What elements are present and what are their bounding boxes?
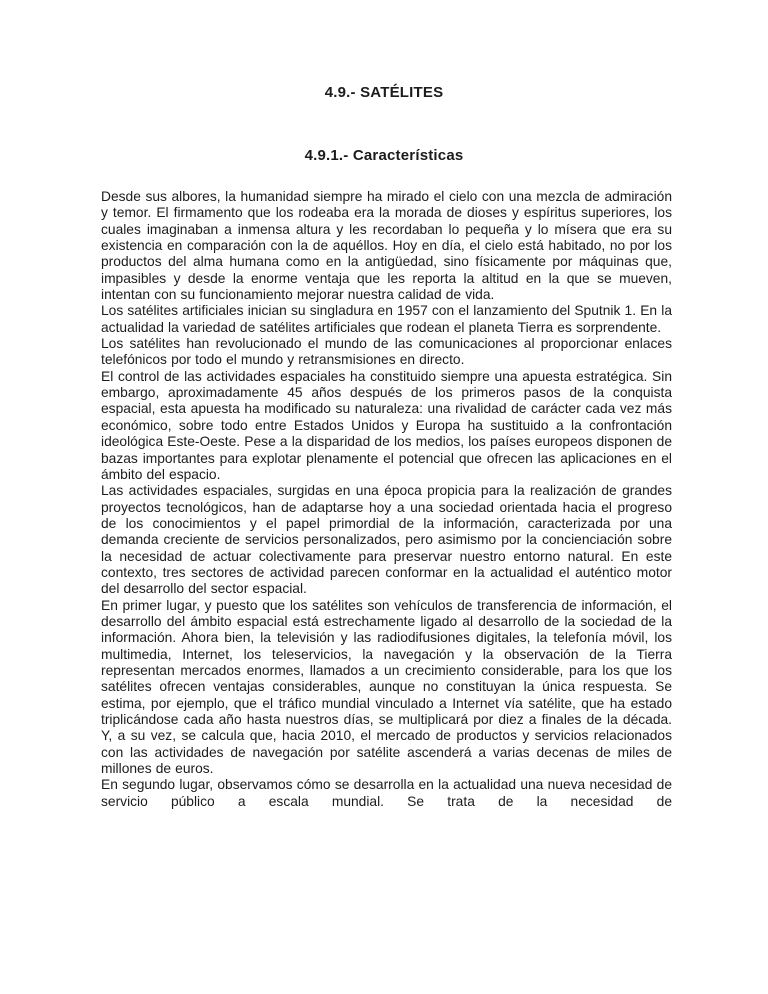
paragraph: En segundo lugar, observamos cómo se desarrolla en la actualidad una nueva necesidad de servicio público a escala mundial. Se trata de la necesidad de <box>101 777 672 809</box>
paragraph: El control de las actividades espaciales ha constituido siempre una apuesta estratégica. Sin embargo, aproximadamente 45 años después de los primeros pasos de la conquista espacial, esta apuesta ha modificado su naturaleza: una rivalidad de carácter cada vez más económico, sobre todo entre Estados Unidos y Europa ha sustituido a la confrontación ideológica Este-Oeste. Pese a la disparidad de los medios, los países europeos disponen de bazas importantes para explotar plenamente el potencial que ofrecen las aplicaciones en el ámbito del espacio. <box>101 368 672 482</box>
subsection-heading: 4.9.1.- Características <box>304 147 464 164</box>
document-body <box>101 189 672 810</box>
paragraph: Desde sus albores, la humanidad siempre ha mirado el cielo con una mezcla de admiración y temor. El firmamento que los rodeaba era la morada de dioses y espíritus superiores, los cuales imaginaban a inmensa altura y les recordaban lo pequeña y lo mísera que era su existencia en comparación con la de aquéllos. Hoy en día, el cielo está habitado, no por los productos del alma humana como en la antigüedad, sino físicamente por máquinas que, impasibles y desde la enorme ventaja que les reporta la altitud en la que se mueven, intentan con su funcionamiento mejorar nuestra calidad de vida. <box>101 189 672 303</box>
paragraph: Los satélites artificiales inician su singladura en 1957 con el lanzamiento del Sputnik 1. En la actualidad la variedad de satélites artificiales que rodean el planeta Tierra es sorprendente. <box>101 303 672 335</box>
paragraph: En primer lugar, y puesto que los satélites son vehículos de transferencia de información, el desarrollo del ámbito espacial está estrechamente ligado al desarrollo de la sociedad de la información. Ahora bien, la televisión y las radiodifusiones digitales, la telefonía móvil, los multimedia, Internet, los teleservicios, la navegación y la observación de la Tierra representan mercados enormes, llamados a un crecimiento considerable, para los que los satélites ofrecen ventajas considerables, aunque no constituyan la única respuesta. Se estima, por ejemplo, que el tráfico mundial vinculado a Internet vía satélite, que ha estado triplicándose cada año hasta nuestros días, se multiplicará por diez a finales de la década. Y, a su vez, se calcula que, hacia 2010, el mercado de productos y servicios relacionados con las actividades de navegación por satélite ascenderá a varias decenas de miles de millones de euros. <box>101 597 672 777</box>
section-heading: 4.9.- SATÉLITES <box>324 84 444 101</box>
paragraph: Las actividades espaciales, surgidas en una época propicia para la realización de grandes proyectos tecnológicos, han de adaptarse hoy a una sociedad orientada hacia el progreso de los conocimientos y el papel primordial de la información, caracterizada por una demanda creciente de servicios personalizados, pero asimismo por la concienciación sobre la necesidad de actuar colectivamente para preservar nuestro entorno natural. En este contexto, tres sectores de actividad parecen conformar en la actualidad el auténtico motor del desarrollo del sector espacial. <box>101 483 672 597</box>
paragraph: Los satélites han revolucionado el mundo de las comunicaciones al proporcionar enlaces telefónicos por todo el mundo y retransmisiones en directo. <box>101 336 672 368</box>
